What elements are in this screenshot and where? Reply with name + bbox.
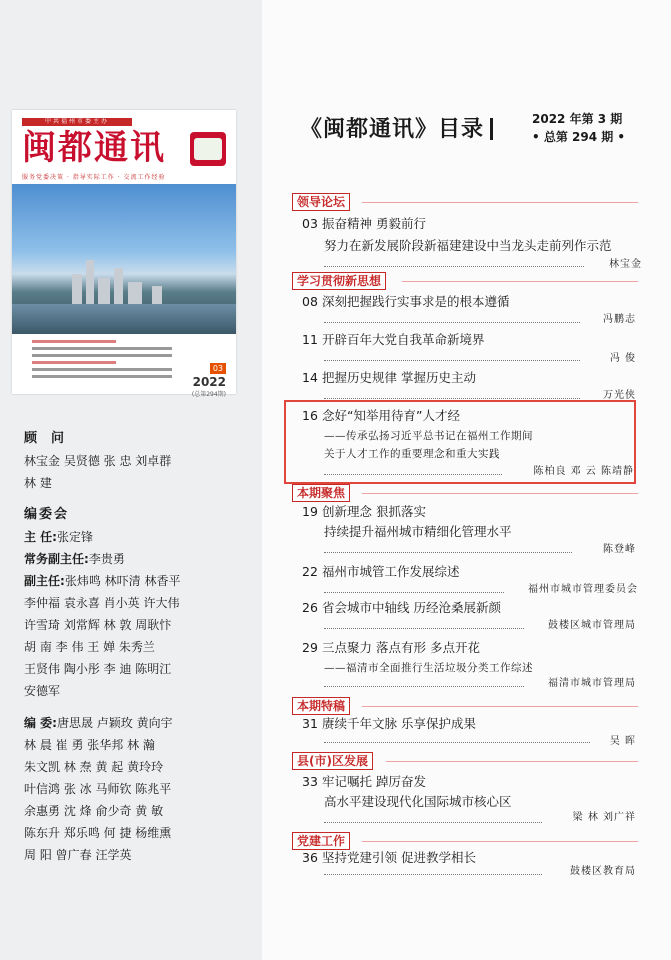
entry-author: 陈柏良 邓 云 陈靖静 bbox=[533, 466, 634, 477]
toc-entry[interactable] bbox=[302, 772, 426, 790]
deputy-row bbox=[24, 570, 254, 592]
toc-entry[interactable] bbox=[302, 598, 501, 616]
members-line: 陈东升 郑乐鸣 何 捷 杨维熏 bbox=[24, 826, 172, 840]
entry-title: 省会城市中轴线 历经沧桑展新颜 bbox=[322, 600, 501, 615]
cover-total: (总第294期) bbox=[191, 391, 226, 398]
deputy-line: 许雪琦 刘常辉 林 敦 周耿忭 bbox=[24, 618, 172, 632]
members-label: 编 委: bbox=[24, 716, 57, 730]
deputy-label: 副主任: bbox=[24, 574, 65, 588]
page-number: 29 bbox=[302, 640, 318, 655]
entry-subtitle: ——福清市全面推行生活垃圾分类工作综述 bbox=[324, 662, 533, 674]
left-panel bbox=[0, 0, 262, 960]
issue-year-number: 2022 年第 3 期 bbox=[532, 112, 623, 126]
deputy-names: 张炜鸣 林吓清 林香平 bbox=[64, 574, 181, 588]
entry-subtitle: 持续提升福州城市精细化管理水平 bbox=[324, 524, 512, 539]
toc-entry[interactable] bbox=[302, 330, 485, 348]
category-study: 学习贯彻新思想 bbox=[292, 272, 386, 290]
page-number: 36 bbox=[302, 850, 318, 865]
title-divider bbox=[490, 118, 493, 140]
cover-slogan: 服务党委决策 · 指导实际工作 · 交流工作经验 bbox=[22, 174, 166, 181]
entry-subtitle: 高水平建设现代化国际城市核心区 bbox=[324, 794, 512, 809]
members-line: 林 晨 崔 勇 张华邦 林 瀚 bbox=[24, 738, 155, 752]
cover-issue-number: 03 bbox=[210, 363, 226, 374]
cover-title: 闽都通讯 bbox=[22, 128, 166, 168]
page-number: 11 bbox=[302, 332, 318, 347]
director-label: 主 任: bbox=[24, 530, 57, 544]
cover-organizer: 中共福州市委主办 bbox=[22, 118, 132, 126]
entry-author: 林宝金 bbox=[609, 259, 642, 270]
entry-title: 三点聚力 落点有形 多点开花 bbox=[322, 640, 480, 655]
cover-year: 2022 bbox=[192, 375, 226, 389]
deputy-line: 胡 南 李 伟 王 婵 朱秀兰 bbox=[24, 640, 155, 654]
exec-deputy-row bbox=[24, 548, 254, 570]
toc-entry[interactable] bbox=[302, 368, 476, 386]
members-row bbox=[24, 712, 254, 734]
advisors-line: 林 建 bbox=[24, 476, 52, 490]
cover-photo bbox=[12, 184, 236, 334]
deputy-line: 安德军 bbox=[24, 684, 61, 698]
toc-panel bbox=[262, 0, 671, 960]
staff-list bbox=[24, 428, 254, 866]
toc-entry[interactable] bbox=[302, 292, 510, 310]
toc-title: 《闽都通讯》目录 bbox=[300, 117, 485, 142]
entry-author: 鼓楼区教育局 bbox=[570, 866, 636, 877]
page-number: 31 bbox=[302, 716, 318, 731]
entry-subtitle: 关于人才工作的重要理念和重大实践 bbox=[324, 448, 500, 460]
toc-entry[interactable] bbox=[302, 562, 460, 580]
entry-author: 梁 林 刘广祥 bbox=[572, 812, 636, 823]
toc-entry[interactable] bbox=[302, 214, 426, 232]
page-number: 26 bbox=[302, 600, 318, 615]
members-names: 唐思晟 卢颖玫 黄向宇 bbox=[56, 716, 173, 730]
page-number: 22 bbox=[302, 564, 318, 579]
entry-title: 把握历史规律 掌握历史主动 bbox=[322, 370, 476, 385]
page-number: 33 bbox=[302, 774, 318, 789]
page-number: 14 bbox=[302, 370, 318, 385]
category-district: 县(市)区发展 bbox=[292, 752, 373, 770]
category-party: 党建工作 bbox=[292, 832, 350, 850]
toc-entry[interactable] bbox=[302, 638, 480, 656]
cover-contents-lines bbox=[32, 340, 172, 382]
entry-title: 创新理念 狠抓落实 bbox=[322, 504, 426, 519]
page-number: 08 bbox=[302, 294, 318, 309]
entry-author: 万光侠 bbox=[603, 390, 636, 401]
issue-total: • 总第 294 期 • bbox=[532, 130, 626, 144]
toc-entry[interactable] bbox=[302, 848, 476, 866]
editorial-heading: 编委会 bbox=[24, 507, 70, 522]
entry-title: 牢记嘱托 踔厉奋发 bbox=[322, 774, 426, 789]
entry-title: 深刻把握践行实事求是的根本遵循 bbox=[322, 294, 510, 309]
entry-subtitle: ——传承弘扬习近平总书记在福州工作期间 bbox=[324, 430, 533, 442]
toc-entry[interactable] bbox=[302, 502, 426, 520]
members-line: 余惠勇 沈 烽 俞少奇 黄 敏 bbox=[24, 804, 164, 818]
entry-author: 冯 俊 bbox=[609, 353, 636, 364]
director-row bbox=[24, 526, 254, 548]
entry-title: 念好“知举用待育”人才经 bbox=[322, 408, 460, 423]
entry-author: 吴 晖 bbox=[609, 736, 636, 747]
cover-issue bbox=[192, 356, 226, 398]
deputy-line: 王贤伟 陶小彤 李 迪 陈明江 bbox=[24, 662, 172, 676]
entry-title: 振奋精神 勇毅前行 bbox=[322, 216, 426, 231]
exec-deputy-name: 李贵勇 bbox=[88, 552, 125, 566]
exec-deputy-label: 常务副主任: bbox=[24, 552, 89, 566]
toc-entry[interactable] bbox=[302, 406, 460, 424]
entry-title: 坚持党建引领 促进教学相长 bbox=[322, 850, 476, 865]
entry-subtitle: 努力在新发展阶段新福建建设中当龙头走前列作示范 bbox=[324, 238, 612, 253]
category-leadership: 领导论坛 bbox=[292, 193, 350, 211]
page-number: 16 bbox=[302, 408, 318, 423]
category-special: 本期特稿 bbox=[292, 697, 350, 715]
magazine-cover[interactable] bbox=[12, 110, 236, 398]
category-focus: 本期聚焦 bbox=[292, 484, 350, 502]
page-number: 19 bbox=[302, 504, 318, 519]
entry-author: 冯鹏志 bbox=[603, 314, 636, 325]
entry-author: 陈登峰 bbox=[603, 544, 636, 555]
members-line: 周 阳 曾广春 汪学英 bbox=[24, 848, 132, 862]
members-line: 朱文凯 林 焘 黄 起 黄玲玲 bbox=[24, 760, 164, 774]
cover-emblem-icon bbox=[190, 132, 226, 166]
issue-info bbox=[532, 110, 625, 146]
page-number: 03 bbox=[302, 216, 318, 231]
director-name: 张定锋 bbox=[56, 530, 93, 544]
entry-title: 福州市城管工作发展综述 bbox=[322, 564, 460, 579]
entry-title: 开辟百年大党自我革命新境界 bbox=[322, 332, 485, 347]
toc-entry[interactable] bbox=[302, 714, 476, 732]
entry-title: 赓续千年文脉 乐享保护成果 bbox=[322, 716, 476, 731]
entry-author: 福州市城市管理委员会 bbox=[528, 584, 638, 595]
deputy-line: 李仲福 袁永喜 肖小英 许大伟 bbox=[24, 596, 180, 610]
advisor-heading: 顾问 bbox=[24, 431, 79, 446]
entry-author: 鼓楼区城市管理局 bbox=[548, 620, 636, 631]
advisors-line: 林宝金 吴贤德 张 忠 刘卓群 bbox=[24, 454, 172, 468]
members-line: 叶信鸿 张 冰 马师钦 陈兆平 bbox=[24, 782, 172, 796]
entry-author: 福清市城市管理局 bbox=[548, 678, 636, 689]
